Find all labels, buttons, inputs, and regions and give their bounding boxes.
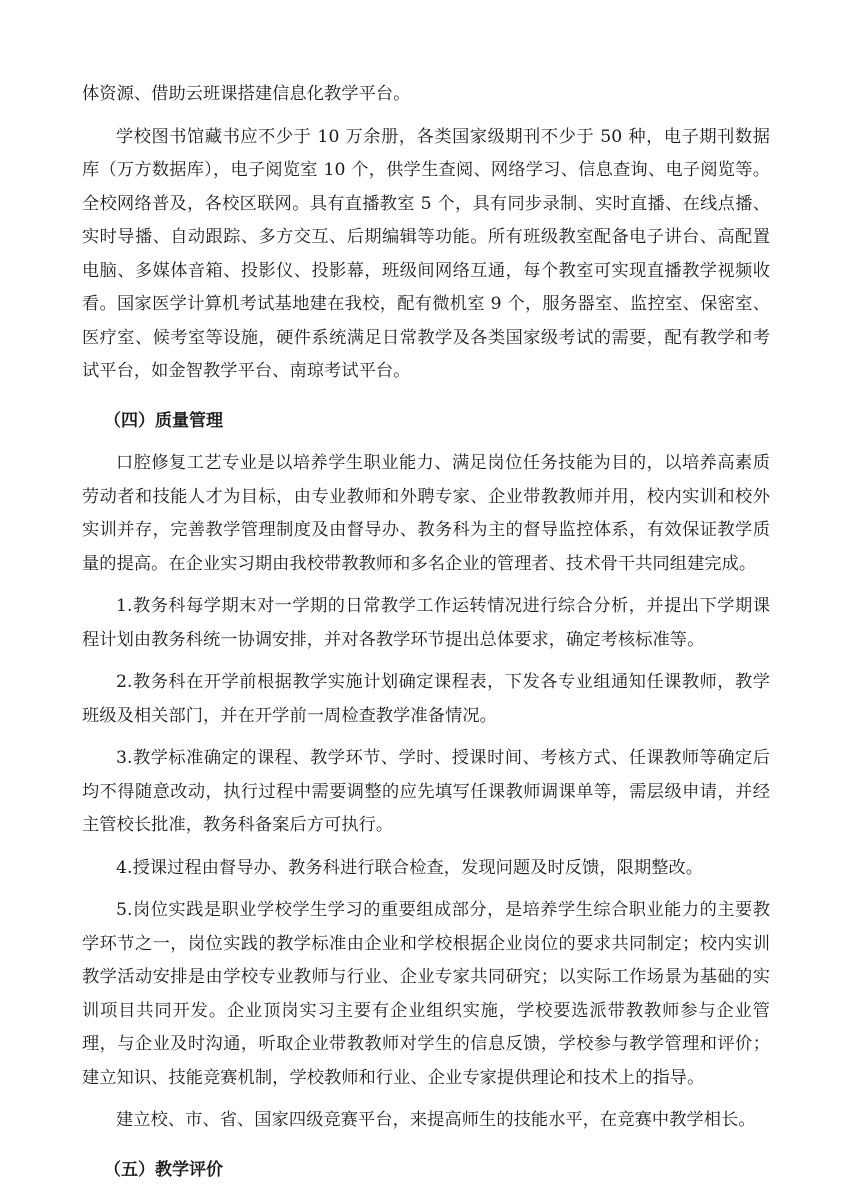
list-item-4: 4.授课过程由督导办、教务科进行联合检查，发现问题及时反馈，限期整改。 <box>116 857 704 878</box>
spacer <box>82 1095 770 1104</box>
list-item-5: 5.岗位实践是职业学校学生学习的重要组成部分，是培养学生综合职业能力的主要教学环节之一，岗位实践的教学标准由企业和学校根据企业岗位的要求共同制定；校内实训教学活动安排是由学校专业教师与行业、企业专家共同研究；以实际工作场景为基础的实训项目共同开发。企业顶岗实习主要有企业组织实施，学校要选派带教教师参与企业管理，与企业及时沟通，听取企业带教教师对学生的信息反馈，学校参与教学管理和评价；建立知识、技能竞赛机制，学校教师和行业、企业专家提供理论和技术上的指导。 <box>82 900 770 1088</box>
document-page <box>82 78 770 1187</box>
spacer <box>82 885 770 894</box>
spacer <box>82 733 770 742</box>
list-item-1: 1.教务科每学期末对一学期的日常教学工作运转情况进行综合分析，并提出下学期课程计划由教务科统一协调安排，并对各教学环节提出总体要求，确定考核标准等。 <box>82 596 770 650</box>
spacer <box>82 112 770 121</box>
spacer <box>82 1138 770 1154</box>
paragraph-continuation: 体资源、借助云班课搭建信息化教学平台。 <box>82 84 411 104</box>
spacer <box>82 438 770 447</box>
paragraph-quality-overview: 口腔修复工艺专业是以培养学生职业能力、满足岗位任务技能为目的，以培养高素质劳动者和技能人才为目标，由专业教师和外聘专家、企业带教教师并用，校内实训和校外实训并存，完善教学管理制度及由督导办、教务科为主的督导监控体系，有效保证教学质量的提高。在企业实习期由我校带教教师和多名企业的管理者、技术骨干共同组建完成。 <box>82 453 770 574</box>
paragraph-library-facilities: 学校图书馆藏书应不少于 10 万余册，各类国家级期刊不少于 50 种，电子期刊数据库（万方数据库），电子阅览室 10 个，供学生查阅、网络学习、信息查询、电子阅览等。全校网络普及，各校区联网。具有直播教室 5 个，具有同步录制、实时直播、在线点播、实时导播、自动跟踪、多方交互、后期编辑等功能。所有班级教室配备电子讲台、高配置电脑、多媒体音箱、投影仪、投影幕，班级间网络互通，每个教室可实现直播教学视频收看。国家医学计算机考试基地建在我校，配有微机室 9 个，服务器室、监控室、保密室、医疗室、候考室等设施，硬件系统满足日常教学及各类国家级考试的需要，配有教学和考试平台，如金智教学平台、南琼考试平台。 <box>82 126 770 381</box>
list-item-2: 2.教务科在开学前根据教学实施计划确定课程表，下发各专业组通知任课教师，教学班级及相关部门，并在开学前一周检查教学准备情况。 <box>82 672 770 726</box>
paragraph-competition-platform: 建立校、市、省、国家四级竞赛平台，来提高师生的技能水平，在竞赛中教学相长。 <box>116 1110 756 1130</box>
section-heading-quality-management: （四）质量管理 <box>104 410 223 431</box>
spacer <box>82 843 770 852</box>
list-item-3: 3.教学标准确定的课程、教学环节、学时、授课时间、考核方式、任课教师等确定后均不得随意改动，执行过程中需要调整的应先填写任课教师调课单等，需层级申请，并经主管校长批准，教务科备案后方可执行。 <box>82 748 770 835</box>
spacer <box>82 657 770 666</box>
spacer <box>82 389 770 405</box>
section-heading-teaching-evaluation: （五）教学评价 <box>104 1159 223 1180</box>
spacer <box>82 581 770 590</box>
